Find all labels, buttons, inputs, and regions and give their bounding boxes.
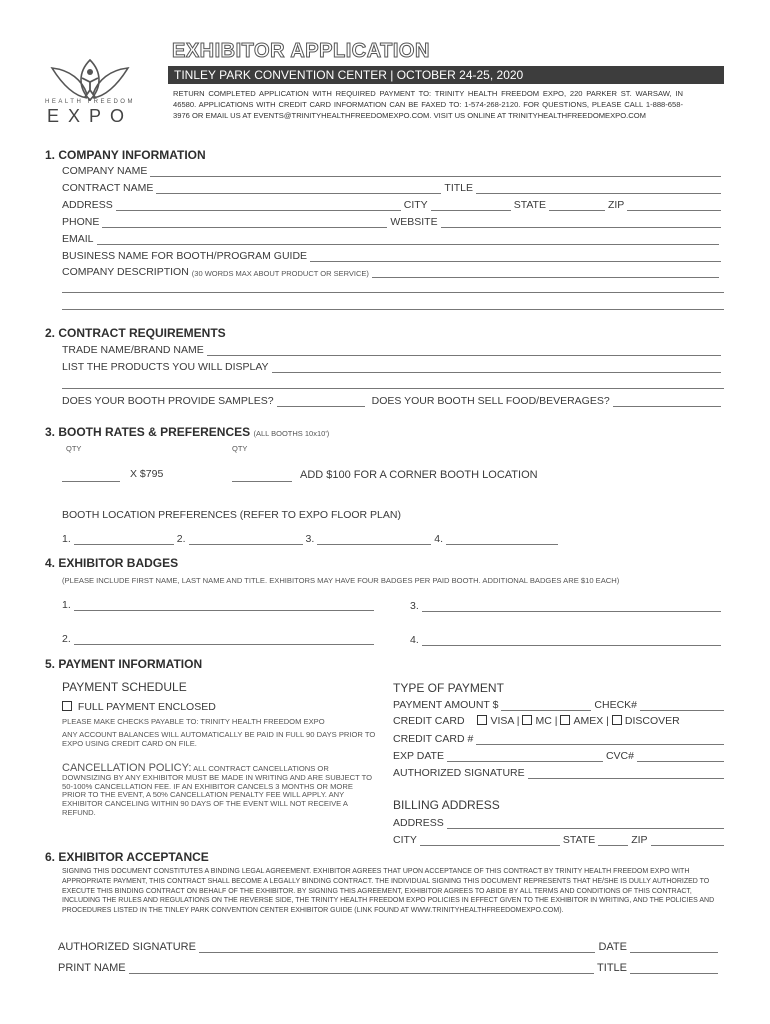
- check-number-field[interactable]: [640, 701, 724, 711]
- phone-label: PHONE: [62, 216, 100, 228]
- phone-field[interactable]: [102, 218, 387, 228]
- page-title: EXHIBITOR APPLICATION: [172, 40, 430, 62]
- cvc-label: CVC#: [605, 750, 634, 762]
- zip-label: ZIP: [607, 199, 625, 211]
- mc-label: MC |: [535, 715, 558, 727]
- badge-row-1: [62, 599, 377, 611]
- cancellation-policy: [62, 764, 372, 818]
- full-payment-option[interactable]: [62, 701, 216, 713]
- booth-qty-field[interactable]: [62, 472, 120, 482]
- section-badges-heading: 4. EXHIBITOR BADGES: [45, 556, 179, 570]
- checks-payable-note: PLEASE MAKE CHECKS PAYABLE TO: TRINITY HEALTH FREEDOM EXPO: [62, 717, 325, 726]
- account-balances-note: ANY ACCOUNT BALANCES WILL AUTOMATICALLY BE PAID IN FULL 90 DAYS PRIOR TO EXPO USING CREDIT CARD ON FILE.: [62, 730, 376, 748]
- cvc-field[interactable]: [637, 752, 724, 762]
- products-line-2[interactable]: [62, 379, 724, 389]
- title-field[interactable]: [476, 184, 721, 194]
- badge-field-2[interactable]: [74, 635, 374, 645]
- amex-label: AMEX |: [573, 715, 609, 727]
- acceptance-date-field[interactable]: [630, 943, 718, 953]
- section-booth-heading: [45, 425, 329, 439]
- phone-row: [62, 216, 724, 228]
- badge-num-3: 3.: [410, 600, 419, 612]
- samples-field[interactable]: [277, 397, 365, 407]
- description-label: COMPANY DESCRIPTION: [62, 266, 189, 278]
- badge-row-2: [62, 633, 377, 645]
- address-row: [62, 199, 724, 211]
- trade-name-row: [62, 344, 724, 356]
- acceptance-title-field[interactable]: [630, 964, 718, 974]
- exp-row: [393, 750, 724, 762]
- card-number-label: CREDIT CARD #: [393, 733, 474, 745]
- website-label: WEBSITE: [390, 216, 438, 228]
- products-row: [62, 361, 724, 373]
- corner-qty-field[interactable]: [232, 472, 292, 482]
- acceptance-date-label: DATE: [598, 941, 627, 953]
- badge-row-3: [410, 600, 724, 612]
- print-name-field[interactable]: [129, 964, 594, 974]
- credit-card-label: CREDIT CARD: [393, 715, 465, 727]
- cancellation-title: CANCELLATION POLICY:: [62, 762, 192, 774]
- contract-name-label: CONTRACT NAME: [62, 182, 154, 194]
- billing-address-field-label: ADDRESS: [393, 817, 444, 829]
- state-label: STATE: [513, 199, 546, 211]
- venue-date-bar: TINLEY PARK CONVENTION CENTER | OCTOBER 24-25, 2020: [168, 66, 724, 84]
- contract-name-field[interactable]: [156, 184, 441, 194]
- badge-num-2: 2.: [62, 633, 71, 645]
- billing-city-label: CITY: [393, 834, 417, 846]
- acceptance-signature-label: AUTHORIZED SIGNATURE: [58, 941, 196, 953]
- acceptance-title-label: TITLE: [597, 962, 627, 974]
- business-name-row: [62, 250, 724, 262]
- website-field[interactable]: [441, 218, 721, 228]
- pref-num-3: 3.: [305, 533, 315, 545]
- address-field[interactable]: [116, 201, 401, 211]
- preferences-row: [62, 533, 582, 545]
- pref-field-1[interactable]: [74, 535, 174, 545]
- card-number-field[interactable]: [476, 735, 724, 745]
- credit-card-row: [393, 715, 680, 727]
- payment-signature-label: AUTHORIZED SIGNATURE: [393, 767, 525, 779]
- samples-row: [62, 395, 724, 407]
- description-row: [62, 266, 722, 278]
- badges-note: (PLEASE INCLUDE FIRST NAME, LAST NAME AND TITLE. EXHIBITORS MAY HAVE FOUR BADGES PER PAID BOOTH. ADDITIONAL BADGES ARE $10 EACH): [62, 576, 620, 585]
- payment-signature-row: [393, 767, 724, 779]
- company-name-label: COMPANY NAME: [62, 165, 148, 177]
- pref-num-1: 1.: [62, 533, 71, 545]
- billing-city-row: [393, 834, 724, 846]
- booth-preferences-label: BOOTH LOCATION PREFERENCES (REFER TO EXPO FLOOR PLAN): [62, 509, 401, 521]
- acceptance-text: SIGNING THIS DOCUMENT CONSTITUTES A BINDING LEGAL AGREEMENT. EXHIBITOR AGREES THAT UPON ACCEPTANCE OF THIS CONTRACT BY TRINITY HEALTH FREEDOM EXPO WITH APPROPRIATE PAYMENT, THIS CONTRACT SHALL BECOME A LEGALLY BINDING CONTRACT. THE INDIVIDUAL SIGNING THIS DOCUMENT REPRESENTS THAT HE/SHE IS DULLY AUTHORIZED TO EXECUTE THIS BINDING CONTRACT ON BEHALF OF THE EXHIBITOR. BY SIGNING THIS AGREEMENT, EXHIBITOR AGREES TO ABIDE BY ALL TERMS AND CONDITIONS OF THIS CONTRACT, INCLUDING THE RULES AND REGULATIONS ON THE REVERSE SIDE, THE TRINITY HEALTH FREEDOM EXPO POLICIES IN EFFECT GIVEN TO THE EXHIBITOR IN WRITING, AND THE POLICIES AND PROCEDURES LISTED IN THE TINLEY PARK CONVENTION CENTER EXHIBITOR GUIDE (LINK FOUND AT WWW.TRINITYHEALTHFREEDOMEXPO.COM).: [62, 868, 715, 915]
- print-name-row: [58, 962, 718, 974]
- food-field[interactable]: [613, 397, 721, 407]
- billing-state-label: STATE: [562, 834, 596, 846]
- payment-type-label: TYPE OF PAYMENT: [393, 681, 504, 695]
- badge-field-3[interactable]: [422, 602, 721, 612]
- cancellation-text: ALL CONTRACT CANCELLATIONS OR DOWNSIZING BY ANY EXHIBITOR MUST BE MADE IN WRITING AND ARE SUBJECT TO 50-100% CANCELLATION FEE. IF AN EXHIBITOR CANCELS 3 MONTHS OR MORE PRIOR TO THE EVENT, A 50% CANCELLATION PENALTY FEE WILL APPLY. ANY EXHIBITOR CANCELING WITHIN 90 DAYS OF THE EVENT WILL NOT RECEIVE A REFUND.: [62, 764, 372, 817]
- section-company-heading: 1. COMPANY INFORMATION: [45, 148, 206, 162]
- products-label: LIST THE PRODUCTS YOU WILL DISPLAY: [62, 361, 269, 373]
- company-name-field[interactable]: [150, 167, 721, 177]
- billing-address-row: [393, 817, 724, 829]
- city-field[interactable]: [431, 201, 511, 211]
- pref-field-4[interactable]: [446, 535, 558, 545]
- food-label: DOES YOUR BOOTH SELL FOOD/BEVERAGES?: [371, 395, 610, 407]
- print-name-label: PRINT NAME: [58, 962, 126, 974]
- discover-label: DISCOVER: [624, 715, 680, 727]
- payment-amount-field[interactable]: [501, 701, 591, 711]
- logo-wordmark: EXPO: [46, 106, 134, 126]
- trade-name-field[interactable]: [207, 346, 721, 356]
- card-number-row: [393, 733, 724, 745]
- booth-heading-note: (ALL BOOTHS 10x10'): [253, 429, 330, 438]
- zip-field[interactable]: [627, 201, 721, 211]
- badge-field-4[interactable]: [422, 636, 721, 646]
- trade-name-label: TRADE NAME/BRAND NAME: [62, 344, 204, 356]
- payment-signature-field[interactable]: [528, 769, 724, 779]
- city-label: CITY: [403, 199, 428, 211]
- discover-checkbox[interactable]: [612, 715, 622, 725]
- title-label: TITLE: [444, 182, 473, 194]
- billing-zip-field[interactable]: [651, 836, 724, 846]
- billing-zip-label: ZIP: [631, 834, 648, 846]
- company-name-row: [62, 165, 724, 177]
- intro-paragraph: RETURN COMPLETED APPLICATION WITH REQUIRED PAYMENT TO: TRINITY HEALTH FREEDOM EXPO, 220 PARKER ST. WARSAW, IN 46580. APPLICATIONS WITH CREDIT CARD INFORMATION CAN BE FAXED TO: 1-574-268-2120. FOR QUESTIONS, PLEASE CALL 1-888-658-3976 OR EMAIL US AT EVENTS@TRINITYHEALTHFREEDOMEXPO.COM. VISIT US ONLINE AT TRINITYHEALTHFREEDOMEXPO.COM: [173, 89, 683, 120]
- visa-checkbox[interactable]: [477, 715, 487, 725]
- business-name-label: BUSINESS NAME FOR BOOTH/PROGRAM GUIDE: [62, 250, 308, 262]
- state-field[interactable]: [549, 201, 605, 211]
- payment-schedule-label: PAYMENT SCHEDULE: [62, 680, 187, 694]
- booth-heading-text: 3. BOOTH RATES & PREFERENCES: [45, 425, 251, 439]
- corner-booth-text: ADD $100 FOR A CORNER BOOTH LOCATION: [300, 469, 538, 481]
- email-label: EMAIL: [62, 233, 94, 245]
- samples-label: DOES YOUR BOOTH PROVIDE SAMPLES?: [62, 395, 274, 407]
- full-payment-label: FULL PAYMENT ENCLOSED: [77, 701, 216, 713]
- qty-label-2: QTY: [232, 444, 248, 453]
- pref-num-4: 4.: [434, 533, 444, 545]
- badge-num-4: 4.: [410, 634, 419, 646]
- billing-state-field[interactable]: [598, 836, 628, 846]
- billing-address-field[interactable]: [447, 819, 724, 829]
- badge-field-1[interactable]: [74, 601, 374, 611]
- description-line-3[interactable]: [62, 300, 724, 310]
- exp-date-label: EXP DATE: [393, 750, 444, 762]
- badge-row-4: [410, 634, 724, 646]
- billing-address-label: BILLING ADDRESS: [393, 798, 500, 812]
- acceptance-signature-row: [58, 941, 718, 953]
- email-row: [62, 233, 722, 245]
- pref-num-2: 2.: [176, 533, 186, 545]
- full-payment-checkbox[interactable]: [62, 701, 72, 711]
- description-field[interactable]: [372, 268, 719, 278]
- section-payment-heading: 5. PAYMENT INFORMATION: [45, 657, 203, 671]
- qty-label-1: QTY: [66, 444, 82, 453]
- email-field[interactable]: [97, 235, 719, 245]
- section-contract-heading: 2. CONTRACT REQUIREMENTS: [45, 326, 226, 340]
- logo-subtitle: HEALTH FREEDOM: [45, 99, 135, 105]
- payment-amount-row: [393, 699, 724, 711]
- mc-checkbox[interactable]: [522, 715, 532, 725]
- visa-label: VISA |: [490, 715, 520, 727]
- address-label: ADDRESS: [62, 199, 113, 211]
- exp-date-field[interactable]: [447, 752, 603, 762]
- booth-price: X $795: [130, 468, 164, 480]
- billing-city-field[interactable]: [420, 836, 560, 846]
- check-label: CHECK#: [594, 699, 638, 711]
- products-field[interactable]: [272, 363, 721, 373]
- pref-field-2[interactable]: [189, 535, 303, 545]
- payment-amount-label: PAYMENT AMOUNT $: [393, 699, 499, 711]
- description-line-2[interactable]: [62, 283, 724, 293]
- contract-name-row: [62, 182, 724, 194]
- badge-num-1: 1.: [62, 599, 71, 611]
- acceptance-signature-field[interactable]: [199, 943, 596, 953]
- description-note: (30 WORDS MAX ABOUT PRODUCT OR SERVICE): [191, 269, 369, 278]
- amex-checkbox[interactable]: [560, 715, 570, 725]
- pref-field-3[interactable]: [317, 535, 431, 545]
- business-name-field[interactable]: [310, 252, 721, 262]
- section-acceptance-heading: 6. EXHIBITOR ACCEPTANCE: [45, 850, 209, 864]
